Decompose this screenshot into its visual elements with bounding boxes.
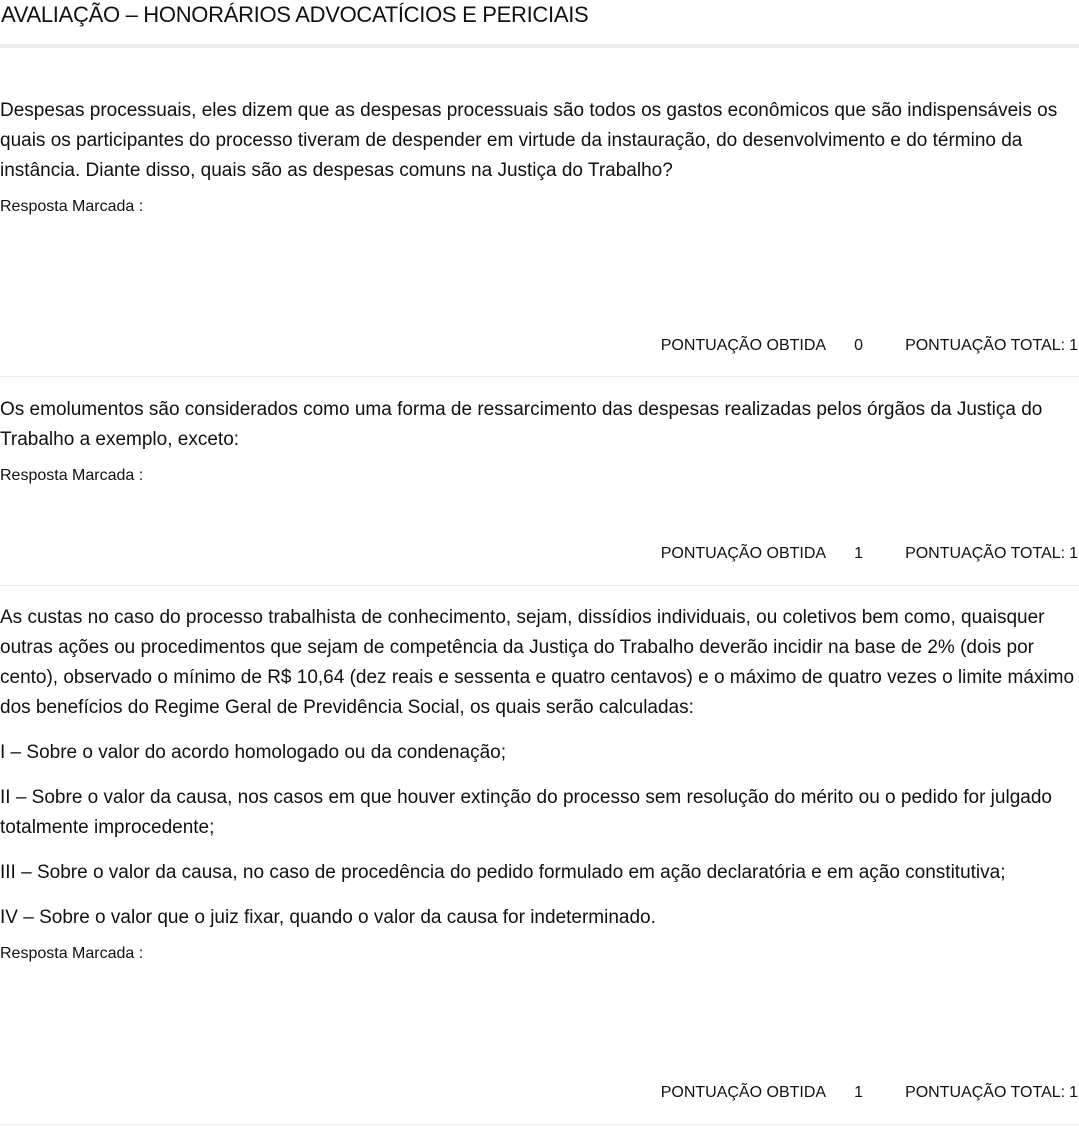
question-3-score xyxy=(661,1081,1078,1105)
score-total-value: 1 xyxy=(1069,545,1078,562)
question-3 xyxy=(0,603,1079,964)
question-divider xyxy=(0,1124,1079,1125)
question-2-text xyxy=(0,395,1079,455)
score-total-label: PONTUAÇÃO TOTAL: xyxy=(905,545,1066,562)
answer-label: Resposta Marcada : xyxy=(0,198,144,215)
question-paragraph: Os emolumentos são considerados como uma forma de ressarcimento das despesas realizadas pelos órgãos da Justiça do Trabalho a exemplo, exceto: xyxy=(0,399,1043,450)
title-divider xyxy=(0,44,1079,48)
score-obtained-value: 1 xyxy=(854,1084,863,1101)
score-total-value: 1 xyxy=(1069,1084,1078,1101)
question-paragraph: Despesas processuais, eles dizem que as despesas processuais são todos os gastos econômicos que são indispensáveis os quais os participantes do processo tiveram de despender em virtude da instauração, do desenvolvimento e do término da instância. Diante disso, quais são as despesas comuns na Justiça do Trabalho? xyxy=(0,100,1058,181)
answer-label: Resposta Marcada : xyxy=(0,945,144,962)
score-obtained-label: PONTUAÇÃO OBTIDA xyxy=(660,337,827,354)
question-1 xyxy=(0,96,1079,217)
question-paragraph: As custas no caso do processo trabalhista de conhecimento, sejam, dissídios individuais, ou coletivos bem como, quaisquer outras ações ou procedimentos que sejam de competência da Justiça do Trabalho deverão incidir na base de 2% (dois por cento), observado o mínimo de R$ 10,64 (dez reais e sessenta e quatro centavos) e o máximo de quatro vezes o limite máximo dos benefícios do Regime Geral de Previdência Social, os quais serão calculadas: xyxy=(0,607,1075,718)
score-obtained-label: PONTUAÇÃO OBTIDA xyxy=(660,1084,827,1101)
score-obtained-value: 0 xyxy=(854,337,863,354)
question-3-text xyxy=(0,603,1079,933)
question-paragraph: IV – Sobre o valor que o juiz fixar, quando o valor da causa for indeterminado. xyxy=(0,907,656,928)
question-2 xyxy=(0,395,1079,486)
score-obtained-label: PONTUAÇÃO OBTIDA xyxy=(660,545,827,562)
question-1-text xyxy=(0,96,1079,186)
question-paragraph: I – Sobre o valor do acordo homologado ou da condenação; xyxy=(0,742,506,763)
score-total-value: 1 xyxy=(1069,337,1078,354)
question-divider xyxy=(0,376,1079,377)
score-obtained-value: 1 xyxy=(854,545,863,562)
answer-label: Resposta Marcada : xyxy=(0,467,144,484)
question-1-score xyxy=(661,334,1078,358)
question-2-score xyxy=(661,542,1078,566)
score-total-label: PONTUAÇÃO TOTAL: xyxy=(905,1084,1066,1101)
page-title: AVALIAÇÃO – HONORÁRIOS ADVOCATÍCIOS E PERICIAIS xyxy=(1,2,589,27)
score-total-label: PONTUAÇÃO TOTAL: xyxy=(905,337,1066,354)
question-paragraph: II – Sobre o valor da causa, nos casos em que houver extinção do processo sem resolução do mérito ou o pedido for julgado totalmente improcedente; xyxy=(0,787,1052,838)
question-paragraph: III – Sobre o valor da causa, no caso de procedência do pedido formulado em ação declaratória e em ação constitutiva; xyxy=(0,862,1006,883)
question-divider xyxy=(0,585,1079,586)
